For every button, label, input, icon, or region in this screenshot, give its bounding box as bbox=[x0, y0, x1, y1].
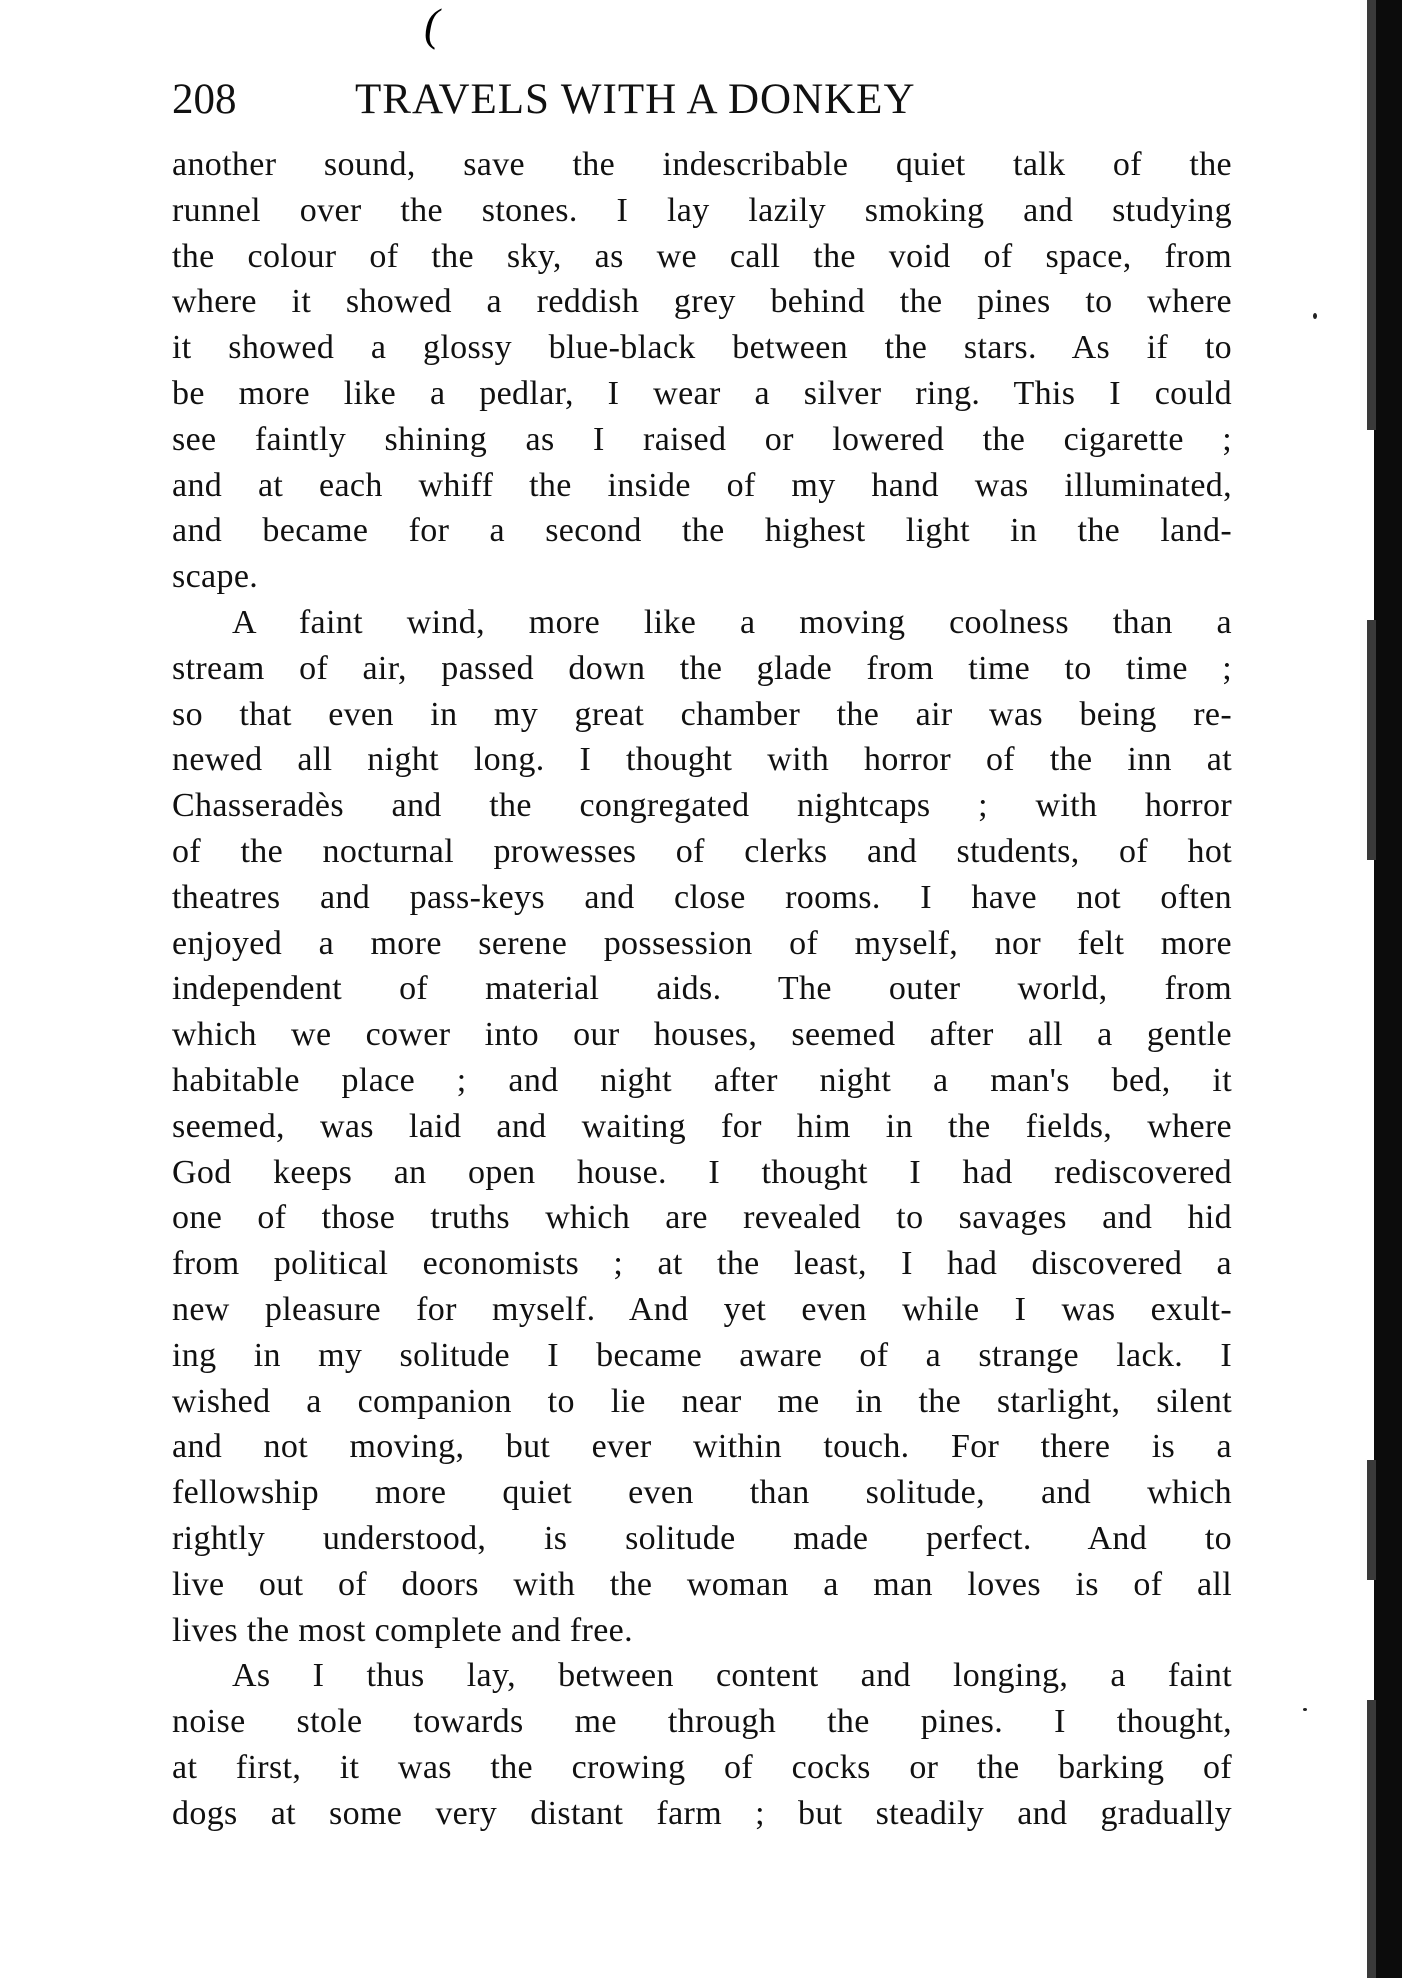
text-line: Chasseradès and the congregated nightcaps ; with horror bbox=[172, 787, 1232, 825]
text-line: of the nocturnal prowesses of clerks and students, of hot bbox=[172, 832, 1232, 870]
running-head bbox=[172, 70, 1232, 130]
text-line: live out of doors with the woman a man loves is of all bbox=[172, 1565, 1232, 1603]
text-line: wished a companion to lie near me in the starlight, silent bbox=[172, 1382, 1232, 1420]
scan-speck bbox=[1303, 1708, 1307, 1711]
text-line: As I thus lay, between content and longing, a faint bbox=[232, 1657, 1232, 1695]
text-line: God keeps an open house. I thought I had rediscovered bbox=[172, 1153, 1232, 1191]
binding-shadow bbox=[1374, 0, 1402, 1978]
text-line: and became for a second the highest light in the land- bbox=[172, 512, 1232, 550]
text-line: one of those truths which are revealed to savages and hid bbox=[172, 1199, 1232, 1237]
running-title: TRAVELS WITH A DONKEY bbox=[355, 76, 916, 123]
text-line: seemed, was laid and waiting for him in the fields, where bbox=[172, 1107, 1232, 1145]
text-line: fellowship more quiet even than solitude, and which bbox=[172, 1474, 1232, 1512]
text-line: new pleasure for myself. And yet even while I was exult- bbox=[172, 1290, 1232, 1328]
page-binding-edge bbox=[1365, 0, 1411, 1978]
text-line: A faint wind, more like a moving coolness than a bbox=[232, 603, 1232, 641]
text-line: another sound, save the indescribable quiet talk of the bbox=[172, 146, 1232, 183]
text-line: and at each whiff the inside of my hand was illuminated, bbox=[172, 466, 1232, 504]
top-margin-mark: ( bbox=[424, 0, 440, 50]
text-line: stream of air, passed down the glade from time to time ; bbox=[172, 649, 1232, 687]
text-line: it showed a glossy blue-black between the stars. As if to bbox=[172, 329, 1232, 367]
binding-edge-segment bbox=[1367, 620, 1376, 860]
text-line: so that even in my great chamber the air was being re- bbox=[172, 695, 1232, 733]
text-line: which we cower into our houses, seemed after all a gentle bbox=[172, 1016, 1232, 1054]
text-line: see faintly shining as I raised or lowered the cigarette ; bbox=[172, 420, 1232, 458]
text-line: habitable place ; and night after night a man's bed, it bbox=[172, 1061, 1232, 1099]
text-line: be more like a pedlar, I wear a silver ring. This I could bbox=[172, 374, 1232, 412]
binding-edge-segment bbox=[1367, 1700, 1376, 1978]
text-line: scape. bbox=[172, 558, 259, 596]
text-line: rightly understood, is solitude made perfect. And to bbox=[172, 1519, 1232, 1557]
scan-speck bbox=[1313, 313, 1317, 319]
page-number: 208 bbox=[172, 76, 237, 123]
binding-edge-segment bbox=[1367, 1460, 1376, 1580]
text-line: ing in my solitude I became aware of a strange lack. I bbox=[172, 1336, 1232, 1374]
text-line: dogs at some very distant farm ; but steadily and gradually bbox=[172, 1794, 1232, 1832]
text-line: enjoyed a more serene possession of myself, nor felt more bbox=[172, 924, 1232, 962]
text-line: independent of material aids. The outer world, from bbox=[172, 970, 1232, 1008]
text-line: noise stole towards me through the pines. I thought, bbox=[172, 1703, 1232, 1741]
text-line: at first, it was the crowing of cocks or the barking of bbox=[172, 1748, 1232, 1786]
text-line: lives the most complete and free. bbox=[172, 1611, 633, 1649]
text-line: newed all night long. I thought with horror of the inn at bbox=[172, 741, 1232, 779]
text-line: from political economists ; at the least, I had discovered a bbox=[172, 1245, 1232, 1283]
body-text bbox=[172, 142, 1232, 1836]
text-line: where it showed a reddish grey behind the pines to where bbox=[172, 283, 1232, 321]
text-line: runnel over the stones. I lay lazily smoking and studying bbox=[172, 191, 1232, 229]
text-line: the colour of the sky, as we call the void of space, from bbox=[172, 237, 1232, 275]
binding-edge-segment bbox=[1367, 0, 1376, 430]
text-line: and not moving, but ever within touch. For there is a bbox=[172, 1428, 1232, 1466]
text-line: theatres and pass-keys and close rooms. I have not often bbox=[172, 878, 1232, 916]
